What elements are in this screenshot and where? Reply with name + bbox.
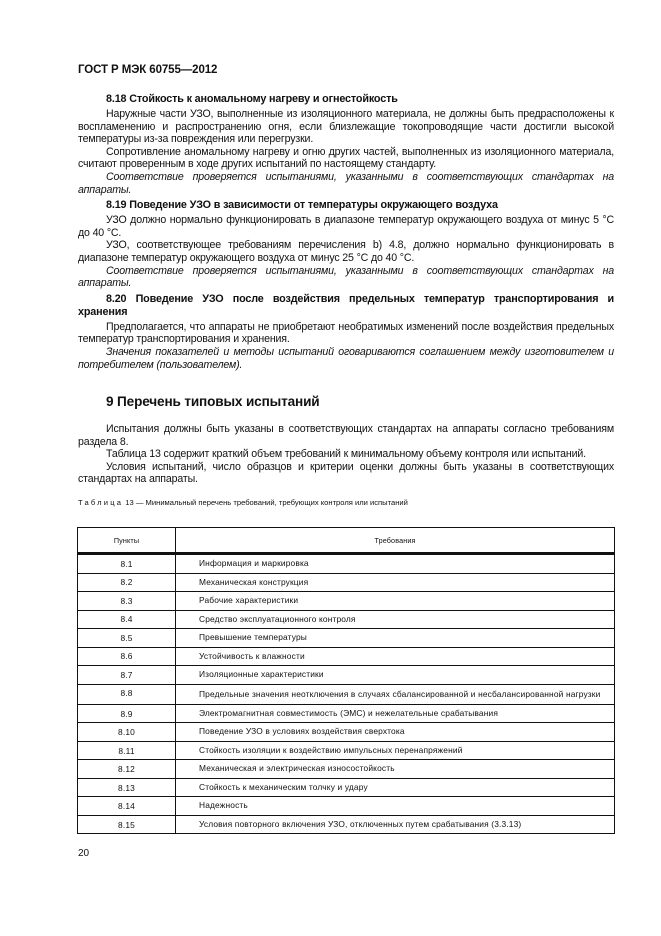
item-number: 8.13 bbox=[78, 778, 176, 797]
table-caption-label: Таблица bbox=[78, 498, 124, 508]
table-header-row bbox=[78, 528, 615, 554]
table-row bbox=[78, 573, 615, 592]
section-9-paragraph-2: Таблица 13 содержит краткий объем требований к минимальному объему контроля или испытаний. bbox=[106, 448, 586, 461]
table-row bbox=[78, 797, 615, 816]
item-number: 8.5 bbox=[78, 629, 176, 648]
table-caption bbox=[78, 498, 614, 508]
table-row bbox=[78, 704, 615, 723]
requirements-table bbox=[77, 527, 615, 834]
section-8-20-paragraph-1: Предполагается, что аппараты не приобретают необратимых изменений после воздействия предельных температур транспортирования и хранения. bbox=[78, 320, 614, 346]
item-number: 8.6 bbox=[78, 647, 176, 666]
item-number: 8.14 bbox=[78, 797, 176, 816]
table-row bbox=[78, 666, 615, 685]
item-number: 8.10 bbox=[78, 723, 176, 742]
column-header-items: Пункты bbox=[78, 528, 176, 554]
requirement-text: Предельные значения неотключения в случаях сбалансированной и несбалансированной нагрузки bbox=[176, 684, 615, 704]
table-row bbox=[78, 815, 615, 834]
requirement-text: Поведение УЗО в условиях воздействия сверхтока bbox=[176, 723, 615, 742]
table-row bbox=[78, 741, 615, 760]
table-row bbox=[78, 629, 615, 648]
section-8-18-paragraph-2: Сопротивление аномальному нагреву и огню других частей, выполненных из изоляционного материала, считают проверенным в ходе других испытаний по настоящему стандарту. bbox=[78, 145, 614, 171]
requirement-text: Средство эксплуатационного контроля bbox=[176, 610, 615, 629]
table-row bbox=[78, 760, 615, 779]
document-id-header: ГОСТ Р МЭК 60755—2012 bbox=[78, 64, 218, 76]
section-8-18-paragraph-1: Наружные части УЗО, выполненные из изоляционного материала, не должны быть предрасположены к воспламенению и распространению огня, если близлежащие токопроводящие части достигли высокой температуры из-за повреждения или перегрузки. bbox=[78, 108, 614, 146]
item-number: 8.2 bbox=[78, 573, 176, 592]
column-header-requirements: Требования bbox=[176, 528, 615, 554]
requirement-text: Изоляционные характеристики bbox=[176, 666, 615, 685]
requirement-text: Электромагнитная совместимость (ЭМС) и нежелательные срабатывания bbox=[176, 704, 615, 723]
section-9-title: 9 Перечень типовых испытаний bbox=[106, 394, 320, 410]
section-8-20-paragraph-2: Значения показателей и методы испытаний оговариваются соглашением между изготовителем и потребителем (пользователем). bbox=[78, 345, 614, 371]
requirement-text: Превышение температуры bbox=[176, 629, 615, 648]
requirement-text: Рабочие характеристики bbox=[176, 592, 615, 611]
section-8-19-compliance-note: Соответствие проверяется испытаниями, указанными в соответствующих стандартах на аппараты. bbox=[78, 264, 614, 290]
table-row bbox=[78, 684, 615, 704]
item-number: 8.15 bbox=[78, 815, 176, 834]
requirement-text: Надежность bbox=[176, 797, 615, 816]
table-row bbox=[78, 592, 615, 611]
section-8-19-paragraph-2: УЗО, соответствующее требованиям перечисления b) 4.8, должно нормально функционировать в диапазоне температур окружающего воздуха от минус 25 °С до 40 °С. bbox=[78, 239, 614, 264]
requirement-text: Механическая конструкция bbox=[176, 573, 615, 592]
item-number: 8.7 bbox=[78, 666, 176, 685]
section-8-18-title: 8.18 Стойкость к аномальному нагреву и огнестойкость bbox=[106, 93, 398, 105]
table-row bbox=[78, 554, 615, 574]
requirement-text: Условия повторного включения УЗО, отключенных путем срабатывания (3.3.13) bbox=[176, 815, 615, 834]
item-number: 8.8 bbox=[78, 684, 176, 704]
requirement-text: Механическая и электрическая износостойкость bbox=[176, 760, 615, 779]
section-8-19-paragraph-1: УЗО должно нормально функционировать в диапазоне температур окружающего воздуха от минус 5 °С до 40 °С. bbox=[78, 214, 614, 239]
requirement-text: Устойчивость к влажности bbox=[176, 647, 615, 666]
table-caption-text: 13 — Минимальный перечень требований, требующих контроля или испытаний bbox=[123, 498, 408, 508]
table-row bbox=[78, 723, 615, 742]
requirement-text: Стойкость к механическим толчку и удару bbox=[176, 778, 615, 797]
requirement-text: Информация и маркировка bbox=[176, 554, 615, 574]
section-8-20-title: 8.20 Поведение УЗО после воздействия предельных температур транспортирования и хранения bbox=[78, 292, 614, 318]
section-8-19-title: 8.19 Поведение УЗО в зависимости от температуры окружающего воздуха bbox=[106, 199, 498, 212]
item-number: 8.9 bbox=[78, 704, 176, 723]
table-row bbox=[78, 778, 615, 797]
page-number: 20 bbox=[78, 848, 90, 859]
section-8-18-compliance-note: Соответствие проверяется испытаниями, указанными в соответствующих стандартах на аппараты. bbox=[78, 170, 614, 196]
section-9-paragraph-3: Условия испытаний, число образцов и критерии оценки должны быть указаны в соответствующих стандартах на аппараты. bbox=[78, 460, 614, 486]
item-number: 8.3 bbox=[78, 592, 176, 611]
item-number: 8.4 bbox=[78, 610, 176, 629]
item-number: 8.1 bbox=[78, 554, 176, 574]
table-row bbox=[78, 647, 615, 666]
item-number: 8.12 bbox=[78, 760, 176, 779]
table-row bbox=[78, 610, 615, 629]
section-9-paragraph-1: Испытания должны быть указаны в соответствующих стандартах на аппараты согласно требованиям раздела 8. bbox=[78, 423, 614, 448]
item-number: 8.11 bbox=[78, 741, 176, 760]
document-body bbox=[78, 93, 614, 508]
requirement-text: Стойкость изоляции к воздействию импульсных перенапряжений bbox=[176, 741, 615, 760]
